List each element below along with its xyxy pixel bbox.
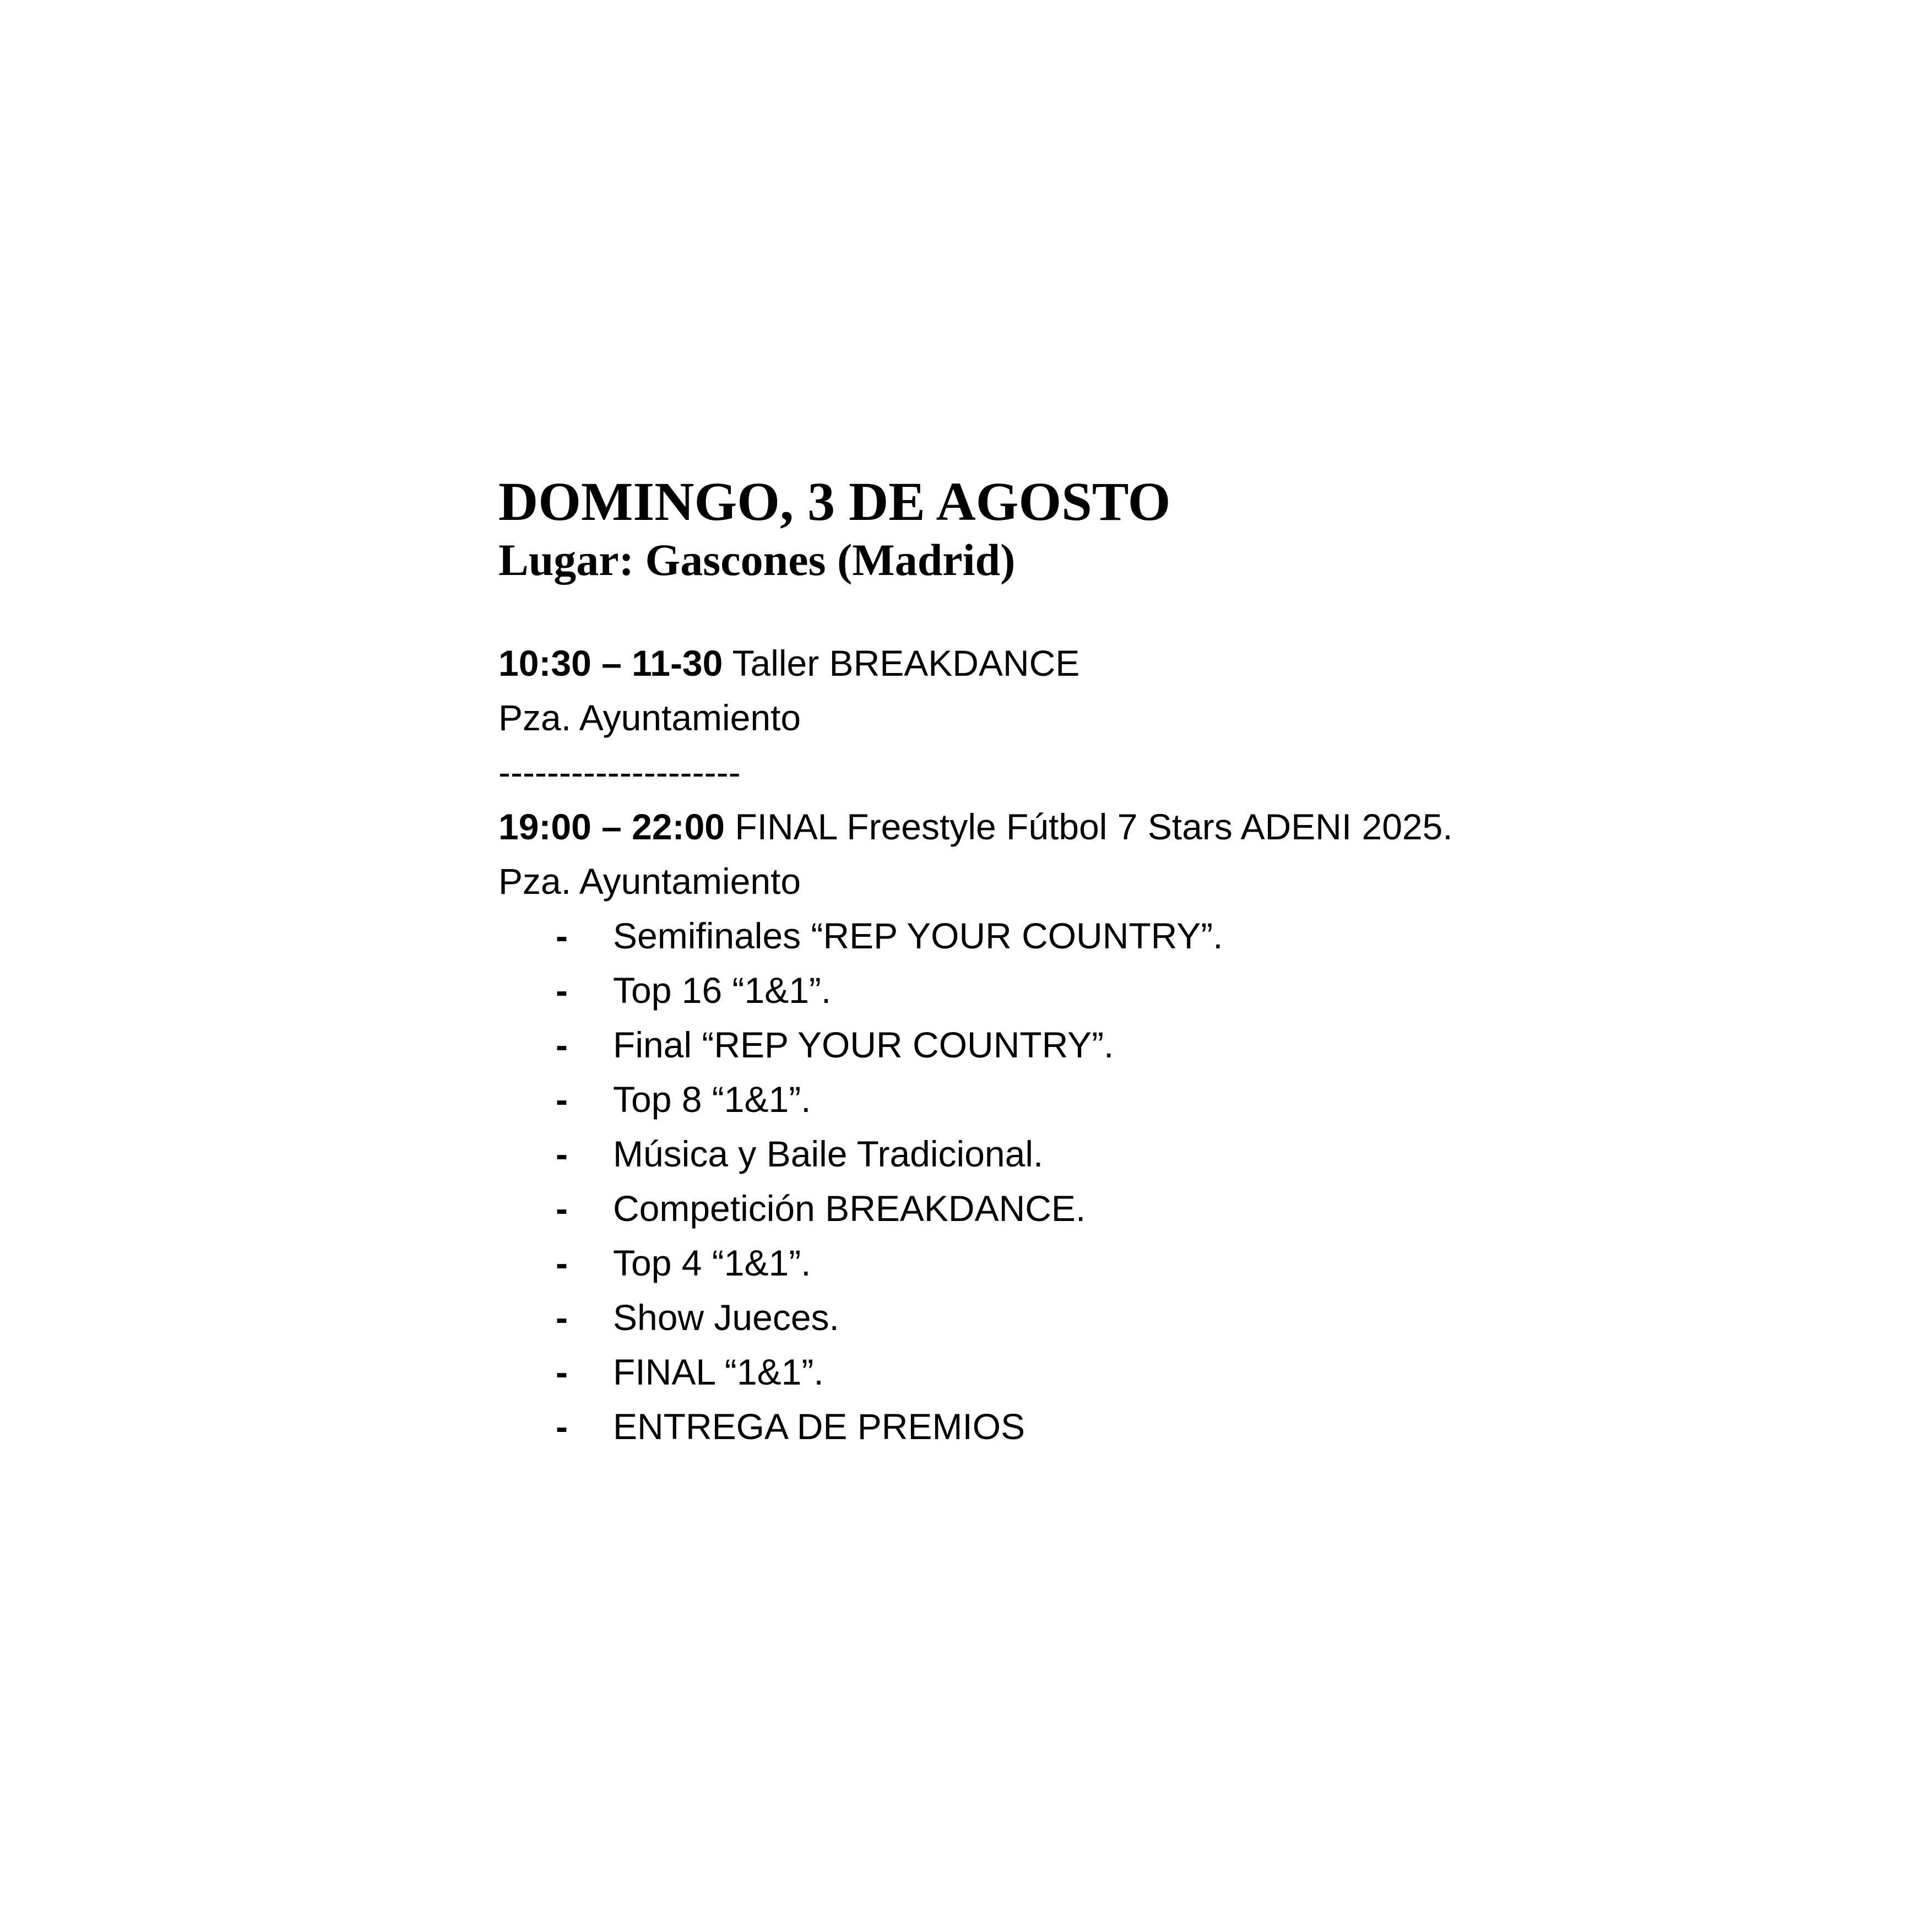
bullet-dash: - — [556, 1024, 568, 1065]
bullet-dash: - — [556, 915, 568, 956]
list-item-text: Top 16 “1&1”. — [613, 970, 832, 1011]
list-item-text: FINAL “1&1”. — [613, 1352, 824, 1392]
bullet-dash: - — [556, 970, 568, 1011]
list-item — [498, 1072, 1820, 1127]
bullet-dash: - — [556, 1188, 568, 1229]
list-item-text: Competición BREAKDANCE. — [613, 1188, 1086, 1229]
list-item-text: Top 4 “1&1”. — [613, 1242, 811, 1283]
separator: -------------------- — [498, 752, 741, 793]
list-item-text: Música y Baile Tradicional. — [613, 1133, 1044, 1174]
list-item — [498, 1236, 1820, 1290]
list-item — [498, 1290, 1820, 1345]
bullet-dash: - — [556, 1297, 568, 1338]
list-item-text: Top 8 “1&1”. — [613, 1079, 811, 1120]
event-2-line — [498, 800, 1820, 854]
event-1-place: Pza. Ayuntamiento — [498, 697, 801, 738]
list-item-text: ENTREGA DE PREMIOS — [613, 1406, 1025, 1447]
event-1-name: Taller BREAKDANCE — [732, 643, 1080, 683]
bullet-dash: - — [556, 1242, 568, 1283]
list-item-text: Semifinales “REP YOUR COUNTRY”. — [613, 915, 1223, 956]
list-item — [498, 1399, 1820, 1454]
list-item — [498, 963, 1820, 1018]
event-1-time: 10:30 – 11-30 — [498, 643, 723, 683]
bullet-dash: - — [556, 1406, 568, 1447]
bullet-dash: - — [556, 1133, 568, 1174]
list-item-text: Show Jueces. — [613, 1297, 839, 1338]
page-title: DOMINGO, 3 DE AGOSTO — [498, 471, 1171, 532]
list-item — [498, 909, 1820, 963]
list-item — [498, 1181, 1820, 1236]
event-1-line — [498, 636, 1820, 691]
location-subtitle: Lugar: Gascones (Madrid) — [498, 535, 1016, 585]
list-item — [498, 1018, 1820, 1072]
list-item — [498, 1345, 1820, 1399]
event-2-name: FINAL Freestyle Fútbol 7 Stars ADENI 2025. — [735, 806, 1453, 847]
bullet-dash: - — [556, 1352, 568, 1392]
schedule — [498, 636, 1820, 1454]
bullet-dash: - — [556, 1079, 568, 1120]
list-item-text: Final “REP YOUR COUNTRY”. — [613, 1024, 1114, 1065]
event-2-place: Pza. Ayuntamiento — [498, 861, 801, 902]
program-content — [498, 471, 1820, 1454]
list-item — [498, 1127, 1820, 1181]
event-2-time: 19:00 – 22:00 — [498, 806, 725, 847]
event-2-item-list — [498, 909, 1820, 1454]
